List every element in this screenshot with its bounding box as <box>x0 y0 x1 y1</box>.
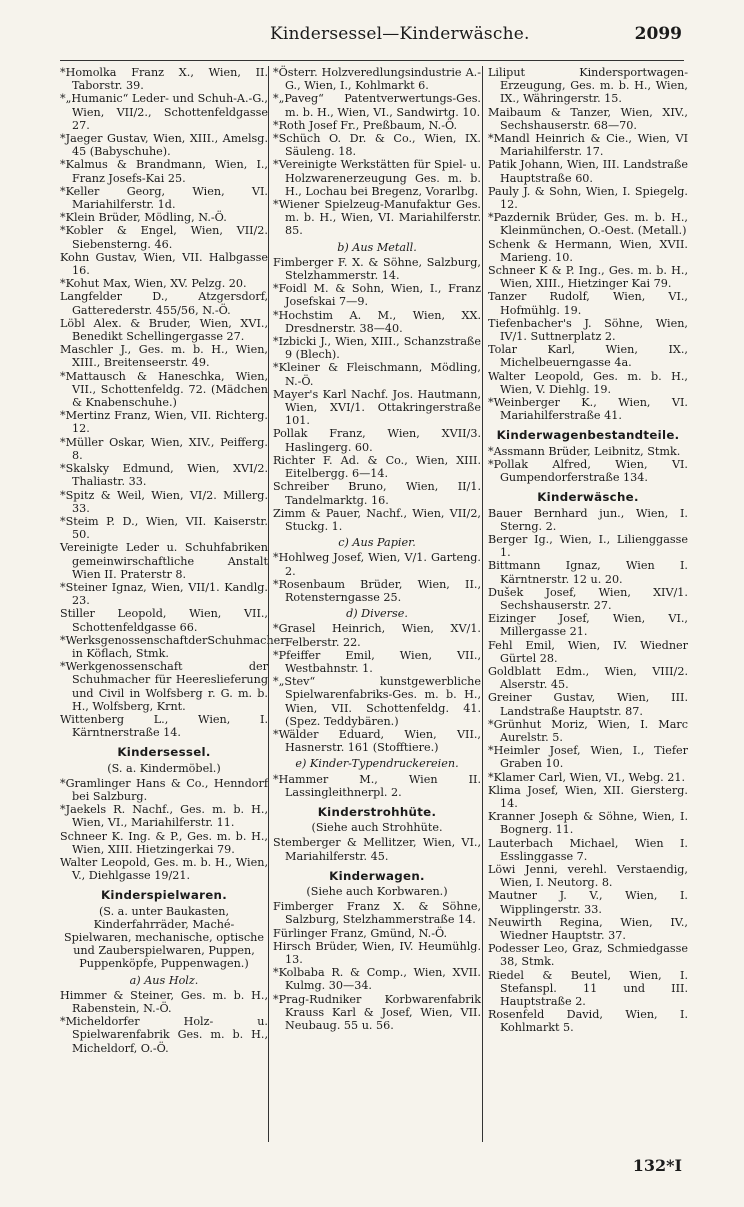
directory-entry: Fürlinger Franz, Gmünd, N.-Ö. <box>273 926 448 940</box>
directory-entry: Kohn Gustav, Wien, VII. Halbgasse 16. <box>60 250 268 278</box>
subsection-heading: a) Aus Holz. <box>129 973 199 987</box>
section-heading: Kinderwagenbestandteile. <box>496 428 680 443</box>
column-divider-2 <box>482 66 483 1142</box>
directory-entry: *Weinberger K., Wien, VI. Mariahilferstraße 41. <box>488 396 688 423</box>
directory-entry: Löbl Alex. & Bruder, Wien, XVI., Benedikt Schellingergasse 27. <box>60 316 268 344</box>
directory-entry: Walter Leopold, Ges. m. b. H., Wien, V., Diehlgasse 19/21. <box>60 855 268 883</box>
directory-entry: *Kohut Max, Wien, XV. Pelzg. 20. <box>60 277 247 291</box>
directory-entry: Schneer K. Ing. & P., Ges. m. b. H., Wien, XIII. Hietzingerkai 79. <box>60 829 268 856</box>
directory-entry: *Steiner Ignaz, Wien, VII/1. Kandlg. 23. <box>60 580 268 608</box>
section-heading: Kindersessel. <box>117 745 211 760</box>
running-header <box>0 16 744 56</box>
directory-entry: *Keller Georg, Wien, VI. Mariahilferstr. 1d. <box>60 184 268 212</box>
directory-entry: Dušek Josef, Wien, XIV/1. Sechshauserstr. 27. <box>488 585 688 612</box>
directory-entry: *Werkgenossenschaft der Schuhmacher für Heereslieferung und Civil in Wolfsberg r. G. m. b. H., Wolfsberg, Krnt. <box>60 660 268 713</box>
page-title: Kindersessel—Kinderwäsche. <box>270 24 530 44</box>
directory-entry: *Heimler Josef, Wien, I., Tiefer Graben 10. <box>488 744 688 771</box>
directory-entry: *Kolbaba R. & Comp., Wien, XVII. Kulmg. 30—34. <box>273 966 481 993</box>
directory-entry: Wittenberg L., Wien, I. Kärntnerstraße 14. <box>60 712 268 740</box>
directory-entry: *Schüch O. Dr. & Co., Wien, IX. Säuleng. 18. <box>273 132 481 159</box>
column-1 <box>60 66 286 1055</box>
directory-entry: Bauer Bernhard jun., Wien, I. Sterng. 2. <box>488 506 688 533</box>
directory-entry: *Jaeger Gustav, Wien, XIII., Amelsg. 45 (Babyschuhe). <box>60 132 268 159</box>
directory-entry: *Hohlweg Josef, Wien, V/1. Garteng. 2. <box>273 551 481 578</box>
directory-entry: *Pollak Alfred, Wien, VI. Gumpendorferstraße 134. <box>488 457 688 485</box>
directory-entry: Maschler J., Ges. m. b. H., Wien, XIII., Breitenseerstr. 49. <box>60 343 268 370</box>
section-heading: Kinderwäsche. <box>537 490 639 505</box>
directory-entry: *Gramlinger Hans & Co., Henndorf bei Salzburg. <box>60 776 268 803</box>
directory-entry: *Mandl Heinrich & Cie., Wien, VI Mariahilferstr. 17. <box>488 132 688 159</box>
directory-entry: Maibaum & Tanzer, Wien, XIV., Sechshauserstr. 68—70. <box>488 105 688 132</box>
section-note: (Siehe auch Strohhüte. <box>311 821 443 835</box>
directory-entry: *Hochstim A. M., Wien, XX. Dresdnerstr. 38—40. <box>273 308 481 335</box>
column-divider-1 <box>268 66 269 1142</box>
section-note: (Siehe auch Korbwaren.) <box>306 884 448 898</box>
directory-entry: *Klein Brüder, Mödling, N.-Ö. <box>60 211 227 225</box>
directory-entry: Mautner J. V., Wien, I. Wipplingerstr. 33. <box>488 889 688 916</box>
directory-entry: Neuwirth Regina, Wien, IV., Wiedner Hauptstr. 37. <box>488 915 688 942</box>
header-rule <box>60 60 684 61</box>
directory-entry: *Wälder Eduard, Wien, VII., Hasnerstr. 161 (Stofftiere.) <box>273 727 481 755</box>
directory-entry: *„Stev“ kunstgewerbliche Spielwarenfabriks-Ges. m. b. H., Wien, VII. Schottenfeldg. 41. (Spez. Teddybären.) <box>273 675 481 728</box>
directory-entry: *Wiener Spielzeug-Manufaktur Ges. m. b. H., Wien, VI. Mariahilferstr. 85. <box>273 198 481 238</box>
directory-entry: Hirsch Brüder, Wien, IV. Heumühlg. 13. <box>273 939 481 966</box>
directory-entry: *Kalmus & Brandmann, Wien, I., Franz Josefs-Kai 25. <box>60 158 268 185</box>
directory-entry: Tiefenbacher's J. Söhne, Wien, IV/1. Suttnerplatz 2. <box>488 316 688 344</box>
directory-entry: Schenk & Hermann, Wien, XVII. Marieng. 10. <box>488 237 688 264</box>
directory-entry: *Prag-Rudniker Korbwarenfabrik Krauss Karl & Josef, Wien, VII. Neubaug. 55 u. 56. <box>273 992 481 1033</box>
directory-entry: *Hammer M., Wien II. Lassingleithnerpl. 2. <box>273 772 481 799</box>
subsection-heading: e) Kinder-Typendruckereien. <box>295 757 459 771</box>
directory-entry: Podesser Leo, Graz, Schmiedgasse 38, Stmk. <box>488 942 688 969</box>
subsection-heading: d) Diverse. <box>346 607 408 621</box>
directory-entry: Berger Ig., Wien, I., Lilienggasse 1. <box>488 532 688 560</box>
column-2 <box>273 66 481 1032</box>
directory-entry: *Grasel Heinrich, Wien, XV/1. Felberstr. 22. <box>273 622 481 649</box>
directory-entry: *Rosenbaum Brüder, Wien, II., Rotensterngasse 25. <box>273 577 481 604</box>
page-number: 2099 <box>634 24 682 44</box>
directory-entry: Rosenfeld David, Wien, I. Kohlmarkt 5. <box>488 1008 688 1035</box>
directory-entry: *Assmann Brüder, Leibnitz, Stmk. <box>488 444 681 458</box>
directory-entry: *WerksgenossenschaftderSchuhmacher in Köflach, Stmk. <box>60 633 286 660</box>
directory-entry: *Kobler & Engel, Wien, VII/2. Siebensterng. 46. <box>60 224 268 251</box>
directory-entry: Himmer & Steiner, Ges. m. b. H., Rabenstein, N.-Ö. <box>60 988 268 1016</box>
directory-entry: *Foidl M. & Sohn, Wien, I., Franz Josefskai 7—9. <box>273 282 481 309</box>
directory-entry: *Micheldorfer Holz- u. Spielwarenfabrik Ges. m. b. H., Micheldorf, O.-Ö. <box>60 1015 268 1055</box>
directory-entry: Pollak Franz, Wien, XVII/3. Haslingerg. 60. <box>273 427 481 454</box>
directory-entry: *„Humanic“ Leder- und Schuh-A.-G., Wien, VII/2., Schottenfeldgasse 27. <box>60 92 268 132</box>
section-note: (S. a. Kindermöbel.) <box>107 761 221 775</box>
directory-entry: *Vereinigte Werkstätten für Spiel- u. Holzwarenerzeugung Ges. m. b. H., Lochau bei Bregenz, Vorarlbg. <box>273 158 481 198</box>
directory-entry: Vereinigte Leder u. Schuhfabriken gemeinwirschaftliche Anstalt Wien II. Praterstr 8. <box>60 541 268 581</box>
directory-entry: *Österr. Holzveredlungsindustrie A.-G., Wien, I., Kohlmarkt 6. <box>273 66 481 93</box>
section-note: (S. a. unter Baukasten, Kinderfahrräder, Maché-Spielwaren, mechanische, optische und Zauberspielwaren, Puppen, Puppenköpfe, Puppenwagen.) <box>63 904 265 971</box>
directory-entry: Schreiber Bruno, Wien, II/1. Tandelmarktg. 16. <box>273 480 481 507</box>
directory-entry: Kranner Joseph & Söhne, Wien, I. Bognerg. 11. <box>488 810 688 837</box>
section-heading: Kinderwagen. <box>329 868 425 883</box>
directory-entry: *Roth Josef Fr., Preßbaum, N.-Ö. <box>273 118 458 132</box>
directory-entry: Fimberger F. X. & Söhne, Salzburg, Stelzhammerstr. 14. <box>273 255 481 283</box>
directory-entry: *Skalsky Edmund, Wien, XVI/2. Thaliastr. 33. <box>60 462 268 489</box>
directory-entry: *Homolka Franz X., Wien, II. Taborstr. 39. <box>60 66 268 93</box>
section-heading: Kinderstrohhüte. <box>317 804 437 819</box>
directory-entry: Tolar Karl, Wien, IX., Michelbeuerngasse 4a. <box>488 343 688 370</box>
directory-entry: Riedel & Beutel, Wien, I. Stefanspl. 11 und III. Hauptstraße 2. <box>488 968 688 1009</box>
directory-entry: Löwi Jenni, verehl. Verstaendig, Wien, I. Neutorg. 8. <box>488 862 688 890</box>
directory-entry: Walter Leopold, Ges. m. b. H., Wien, V. Diehlg. 19. <box>488 369 688 396</box>
directory-entry: *Mertinz Franz, Wien, VII. Richterg. 12. <box>60 409 268 436</box>
directory-entry: Bittmann Ignaz, Wien I. Kärntnerstr. 12 u. 20. <box>488 559 688 586</box>
directory-entry: Lauterbach Michael, Wien I. Esslinggasse 7. <box>488 836 688 863</box>
directory-entry: Zimm & Pauer, Nachf., Wien, VII/2, Stuckg. 1. <box>273 506 481 533</box>
directory-entry: *Grünhut Moriz, Wien, I. Marc Aurelstr. 5. <box>488 717 688 744</box>
directory-entry: Fehl Emil, Wien, IV. Wiedner Gürtel 28. <box>488 638 688 665</box>
directory-entry: Goldblatt Edm., Wien, VIII/2. Alserstr. 45. <box>488 664 688 692</box>
directory-entry: *Pfeiffer Emil, Wien, VII., Westbahnstr. 1. <box>273 648 481 675</box>
directory-entry: *„Paveg“ Patentverwertungs-Ges. m. b. H., Wien, VI., Sandwirtg. 10. <box>273 92 481 119</box>
directory-entry: *Izbicki J., Wien, XIII., Schanzstraße 9 (Blech). <box>273 335 481 362</box>
directory-entry: Fimberger Franz X. & Söhne, Salzburg, Stelzhammerstraße 14. <box>273 900 481 927</box>
directory-entry: *Kleiner & Fleischmann, Mödling, N.-Ö. <box>273 361 481 388</box>
directory-entry: Richter F. Ad. & Co., Wien, XIII. Eitelbergg. 6—14. <box>273 453 481 481</box>
directory-entry: Tanzer Rudolf, Wien, VI., Hofmühlg. 19. <box>488 290 688 317</box>
subsection-heading: b) Aus Metall. <box>337 240 417 254</box>
column-3 <box>488 66 688 1035</box>
directory-entry: Schneer K & P. Ing., Ges. m. b. H., Wien, XIII., Hietzinger Kai 79. <box>488 264 688 291</box>
directory-entry: *Müller Oskar, Wien, XIV., Peifferg. 8. <box>60 435 268 462</box>
directory-entry: Patik Johann, Wien, III. Landstraße Hauptstraße 60. <box>488 158 688 185</box>
directory-entry: *Spitz & Weil, Wien, VI/2. Millerg. 33. <box>60 488 268 515</box>
directory-entry: Liliput Kindersportwagen-Erzeugung, Ges. m. b. H., Wien, IX., Währingerstr. 15. <box>488 66 688 106</box>
directory-entry: Eizinger Josef, Wien, VI., Millergasse 21. <box>488 612 688 639</box>
directory-entry: *Pazdernik Brüder, Ges. m. b. H., Kleinmünchen, O.-Oest. (Metall.) <box>488 211 688 238</box>
directory-entry: Greiner Gustav, Wien, III. Landstraße Hauptstr. 87. <box>488 691 688 718</box>
directory-entry: Klima Josef, Wien, XII. Giersterg. 14. <box>488 783 688 810</box>
directory-entry: Stemberger & Mellitzer, Wien, VI., Mariahilferstr. 45. <box>273 836 481 863</box>
directory-entry: *Jaekels R. Nachf., Ges. m. b. H., Wien, VI., Mariahilferstr. 11. <box>60 803 268 830</box>
directory-entry: *Mattausch & Haneschka, Wien, VII., Schottenfeldg. 72. (Mädchen & Knabenschuhe.) <box>60 369 268 410</box>
subsection-heading: c) Aus Papier. <box>338 536 416 550</box>
directory-entry: Stiller Leopold, Wien, VII., Schottenfeldgasse 66. <box>60 607 268 634</box>
directory-entry: *Klamer Carl, Wien, VI., Webg. 21. <box>488 770 686 784</box>
section-heading: Kinderspielwaren. <box>100 888 228 903</box>
directory-entry: Langfelder D., Atzgersdorf, Gatterederstr. 455/56, N.-Ö. <box>60 290 268 317</box>
directory-entry: *Steim P. D., Wien, VII. Kaiserstr. 50. <box>60 514 268 542</box>
printer-signature: 132*I <box>632 1156 682 1175</box>
directory-entry: Pauly J. & Sohn, Wien, I. Spiegelg. 12. <box>488 184 688 212</box>
directory-entry: Mayer's Karl Nachf. Jos. Hautmann, Wien, XVI/1. Ottakringerstraße 101. <box>273 387 481 428</box>
